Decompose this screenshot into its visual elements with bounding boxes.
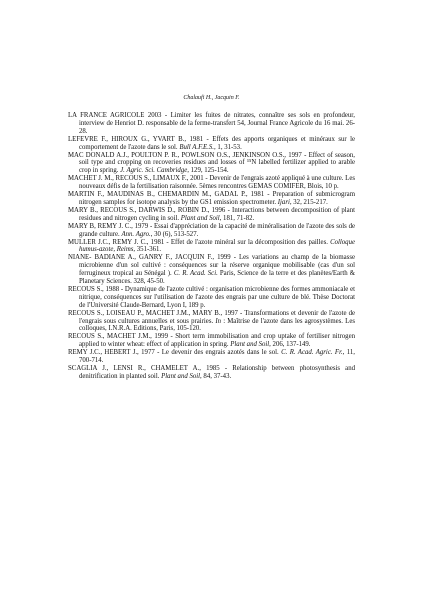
reference-entry (68, 254, 355, 286)
reference-text: MACHET J. M., RECOUS S., LIMAUX F., 2001 - Devenir de l'engrais azoté appliqué à une culture. Les nouveaux défis de la fertilisation raisonnée. 5èmes rencontres GEMAS COMIFER, Blois, 10 p. (68, 175, 355, 191)
reference-tail: , 181, 71-82. (219, 214, 255, 222)
reference-text: RECOUS S., 1988 - Dynamique de l'azote cultivé : organisation microbienne des formes ammoniacale et nitrique, conséquences sur l'utilisation de l'azote des engrais par une culture de blé. Thèse Doctorat de l'Université Claude-Bernard, Lyon I, 189 p. (68, 285, 355, 309)
reference-tail: , 11, 700-714. (79, 349, 355, 365)
reference-text: SCAGLIA J., LENSI R., CHAMELET A., 1985 - Relationship between photosynthesis and denitrification in planted soil. (68, 365, 355, 380)
reference-text: LA FRANCE AGRICOLE 2003 - Limiter les fuites de nitrates, connaître ses sols en profondeur, interview de Henriot D. responsable de la ferme-transfert 54, Journal France Agricole du 16 mai. 26-28. (68, 112, 355, 135)
reference-text: NIANE- BADIANE A., GANRY F., JACQUIN F., 1999 - Les variations au champ de la biomasse microbienne d'un sol cultivé : conséquences sur la réserve organique mobilisable (cas d'un sol ferrugineux tropical au Sénégal ). (68, 254, 355, 278)
reference-entry (68, 112, 355, 136)
reference-entry (68, 223, 355, 239)
reference-entry (68, 365, 355, 381)
reference-text: MULLER J.C., REMY J. C., 1981 - Effet de l'azote minéral sur la décomposition des pailles. (68, 238, 331, 246)
reference-tail: , 84, 37-43. (200, 372, 232, 380)
reference-journal: Bull A.F.E.S. (179, 143, 215, 151)
reference-journal: C. R. Acad. Agric. Fr. (281, 349, 343, 357)
reference-journal: C. R. Acad. Sci. (173, 270, 218, 278)
reference-tail: , 206, 137-149. (269, 341, 311, 349)
reference-journal: Ann. Agro. (121, 230, 151, 238)
reference-text: REMY J.C., HEBERT J., 1977 - Le devenir des engrais azotés dans le sol. (68, 349, 282, 357)
reference-text: LEFEVRE F., HIROUX G., YVART B., 1981 - Effets des apports organiques et minéraux sur le comportement de l'azote dans le sol. (68, 135, 355, 151)
reference-entry (68, 310, 355, 334)
reference-text: MARY B, REMY J. C., 1979 - Essai d'appréciation de la capacité de minéralisation de l'azote des sols de grande culture. (68, 222, 355, 238)
reference-journal: Plant and Soil (230, 341, 270, 349)
reference-tail: : Maîtrise de l'azote dans les agrosystèmes. Les colloques, I.N.R.A. Editions, Paris, 105-120. (79, 317, 355, 333)
reference-text: RECOUS S., MACHET J.M., 1999 - Short term immobilisation and crop uptake of fertiliser nitrogen applied to winter wheat: effect of application in spring. (68, 333, 355, 349)
reference-entry (68, 239, 355, 255)
reference-journal: In (215, 317, 222, 325)
reference-text: MARTIN F., MAUDINAS B., CHEMARDIN M., GADAL P., 1981 - Preparation of submicrogram nitrogen samples for isotope analysis by the GS1 emission spectrometer. (68, 191, 355, 206)
reference-tail: , 351-361. (133, 246, 162, 254)
reference-tail: Paris, Science de la terre et des planètes/Earth & Planetary Sciences. 328, 45-50. (79, 270, 356, 286)
reference-entry (68, 175, 355, 191)
reference-entry (68, 286, 355, 310)
reference-text: MAC DONALD A.J., POULTON P. R., POWLSON O.S., JENKINSON O.S., 1997 - Effect of season, soil type and cropping on recoveries residues and losses of ¹⁵N labelled fertilizer applied to arable crop in spring. (68, 151, 355, 175)
reference-journal: Plant and Soil (161, 372, 201, 380)
reference-list (68, 112, 355, 381)
reference-tail: , 32, 215-217. (289, 198, 328, 206)
reference-entry (68, 152, 355, 176)
reference-tail: , 30 (6), 513-527. (150, 230, 199, 238)
reference-entry (68, 191, 355, 207)
running-header: Chalaufi H., Jacquin F. (183, 95, 240, 101)
reference-entry (68, 136, 355, 152)
reference-entry (68, 333, 355, 349)
reference-text: RECOUS S., LOISEAU P., MACHET J.M., MARY B., 1997 - Transformations et devenir de l'azote de l'engrais sous cultures annuelles et sous prairies. (68, 309, 355, 325)
reference-tail: , 1, 31-53. (214, 143, 242, 151)
reference-journal: Plant and Soil (180, 214, 220, 222)
reference-journal: J. Agric. Sci. Cambridge (120, 167, 188, 175)
reference-journal: Colloque humus-azote, Reims (79, 238, 355, 254)
reference-entry (68, 207, 355, 223)
reference-text: MARY B., RECOUS S., DARWIS D., ROBIN D., 1996 - Interactions between decomposition of plant residues and nitrogen cycling in soil. (68, 206, 355, 222)
reference-entry (68, 349, 355, 365)
reference-journal: Ijari (277, 198, 290, 206)
reference-tail: , 129, 125-154. (187, 167, 229, 175)
